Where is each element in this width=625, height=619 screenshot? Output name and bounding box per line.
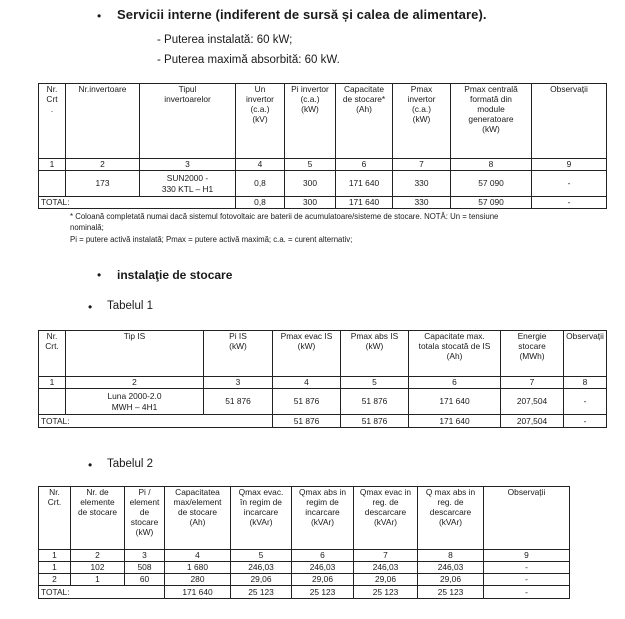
t1-data-cell: Luna 2000-2.0 MWH – 4H1 bbox=[66, 389, 204, 415]
note-line: * Coloană completată numai dacă sistemul fotovoltaic are baterii de acumulatoare/sisteme de stocare. NOTĂ: Un = tensiune bbox=[70, 212, 499, 221]
t2-index-row bbox=[39, 550, 570, 562]
inverter-total-row bbox=[39, 197, 607, 209]
inv-index-cell: 7 bbox=[393, 159, 451, 171]
inv-data-cell: 173 bbox=[66, 171, 140, 197]
t2-header-cell: Qmax evac. în regim de incarcare (kVAr) bbox=[231, 487, 292, 550]
t1-index-cell: 3 bbox=[204, 377, 273, 389]
inv-data-cell: 0,8 bbox=[236, 171, 285, 197]
inv-data-cell: 330 bbox=[393, 171, 451, 197]
note-line: nominală; bbox=[70, 223, 104, 233]
t1-total-cell: 171 640 bbox=[409, 415, 501, 428]
t1-header-cell: Pmax evac IS (kW) bbox=[273, 331, 341, 377]
inv-index-cell: 4 bbox=[236, 159, 285, 171]
table-notes bbox=[70, 211, 600, 245]
top-line-1: - Puterea instalată: 60 kW; bbox=[157, 34, 293, 46]
t2-data-cell: 29,06 bbox=[418, 574, 484, 586]
inv-index-cell: 9 bbox=[532, 159, 607, 171]
t2-header-cell: Capacitatea max/element de stocare (Ah) bbox=[165, 487, 231, 550]
inv-data-cell bbox=[39, 171, 66, 197]
t2-total-label: TOTAL: bbox=[39, 586, 165, 599]
storage-table-2 bbox=[38, 486, 570, 599]
t2-index-cell: 8 bbox=[418, 550, 484, 562]
inv-index-cell: 5 bbox=[285, 159, 336, 171]
t1-data-cell: 51 876 bbox=[204, 389, 273, 415]
note-line: Pi = putere activă instalată; Pmax = putere activă maximă; c.a. = curent alternativ; bbox=[70, 234, 353, 244]
t2-header-cell: Nr. Crt. bbox=[39, 487, 71, 550]
t1-total-cell: 51 876 bbox=[273, 415, 341, 428]
t2-data-cell: - bbox=[484, 562, 570, 574]
t2-data-cell: 246,03 bbox=[418, 562, 484, 574]
t2-total-cell: 25 123 bbox=[231, 586, 292, 599]
t2-header-cell: Qmax abs in regim de incarcare (kVAr) bbox=[292, 487, 354, 550]
inv-header-cell: Nr. Crt . bbox=[39, 84, 66, 159]
inverter-index-row bbox=[39, 159, 607, 171]
t2-data-cell: 246,03 bbox=[354, 562, 418, 574]
t1-index-row bbox=[39, 377, 607, 389]
bullet-top: • bbox=[97, 9, 102, 23]
t2-index-cell: 2 bbox=[71, 550, 125, 562]
inv-index-cell: 8 bbox=[451, 159, 532, 171]
inverter-table bbox=[38, 83, 607, 209]
t2-index-cell: 9 bbox=[484, 550, 570, 562]
t1-data-cell: 207,504 bbox=[501, 389, 564, 415]
t2-index-cell: 1 bbox=[39, 550, 71, 562]
t2-data-cell: 246,03 bbox=[292, 562, 354, 574]
t2-header-cell: Qmax evac in reg. de descarcare (kVAr) bbox=[354, 487, 418, 550]
t2-index-cell: 7 bbox=[354, 550, 418, 562]
t1-total-cell: 207,504 bbox=[501, 415, 564, 428]
inv-total-cell: 171 640 bbox=[336, 197, 393, 209]
t2-data-cell: - bbox=[484, 574, 570, 586]
t2-data-cell: 508 bbox=[125, 562, 165, 574]
t2-header-cell: Q max abs in reg. de descarcare (kVAr) bbox=[418, 487, 484, 550]
inv-index-cell: 6 bbox=[336, 159, 393, 171]
inv-header-cell: Nr.invertoare bbox=[66, 84, 140, 159]
inv-data-cell: 171 640 bbox=[336, 171, 393, 197]
t2-data-cell: 280 bbox=[165, 574, 231, 586]
inv-index-cell: 2 bbox=[66, 159, 140, 171]
t2-data-cell: 1 680 bbox=[165, 562, 231, 574]
inv-header-cell: Observații bbox=[532, 84, 607, 159]
inv-data-cell: 57 090 bbox=[451, 171, 532, 197]
t2-data-cell: 29,06 bbox=[292, 574, 354, 586]
t2-data-cell: 246,03 bbox=[231, 562, 292, 574]
t2-total-cell: 171 640 bbox=[165, 586, 231, 599]
t1-total-cell: 51 876 bbox=[341, 415, 409, 428]
t2-total-row bbox=[39, 586, 570, 599]
t2-data-cell: 1 bbox=[39, 562, 71, 574]
tabel2-title: Tabelul 2 bbox=[107, 458, 154, 470]
inverter-data-row bbox=[39, 171, 607, 197]
inv-header-cell: Un invertor (c.a.) (kV) bbox=[236, 84, 285, 159]
t2-total-cell: - bbox=[484, 586, 570, 599]
t1-data-cell: 51 876 bbox=[341, 389, 409, 415]
inv-total-cell: 0,8 bbox=[236, 197, 285, 209]
t2-total-cell: 25 123 bbox=[292, 586, 354, 599]
t2-header-cell: Observații bbox=[484, 487, 570, 550]
inv-total-cell: 330 bbox=[393, 197, 451, 209]
t1-total-row bbox=[39, 415, 607, 428]
inv-data-cell: SUN2000 - 330 KTL – H1 bbox=[140, 171, 236, 197]
t2-index-cell: 3 bbox=[125, 550, 165, 562]
t2-index-cell: 4 bbox=[165, 550, 231, 562]
inv-index-cell: 3 bbox=[140, 159, 236, 171]
t1-header-cell: Observații bbox=[564, 331, 607, 377]
t1-header-row bbox=[39, 331, 607, 377]
inv-index-cell: 1 bbox=[39, 159, 66, 171]
t1-header-cell: Capacitate max. totala stocată de IS (Ah) bbox=[409, 331, 501, 377]
t2-data-cell: 2 bbox=[39, 574, 71, 586]
t1-index-cell: 5 bbox=[341, 377, 409, 389]
bullet-tabel2: • bbox=[88, 458, 93, 472]
t1-index-cell: 6 bbox=[409, 377, 501, 389]
t1-header-cell: Energie stocare (MWh) bbox=[501, 331, 564, 377]
t2-index-cell: 6 bbox=[292, 550, 354, 562]
t2-data-cell: 60 bbox=[125, 574, 165, 586]
section-title: instalaţie de stocare bbox=[117, 268, 233, 282]
t1-header-cell: Pi IS (kW) bbox=[204, 331, 273, 377]
top-heading: Servicii interne (indiferent de sursă și calea de alimentare). bbox=[117, 7, 487, 22]
t2-data-cell: 29,06 bbox=[354, 574, 418, 586]
t1-data-cell: - bbox=[564, 389, 607, 415]
t1-total-label: TOTAL: bbox=[39, 415, 273, 428]
inv-total-cell: 57 090 bbox=[451, 197, 532, 209]
inv-header-cell: Pmax invertor (c.a.) (kW) bbox=[393, 84, 451, 159]
inv-data-cell: - bbox=[532, 171, 607, 197]
t1-total-cell: - bbox=[564, 415, 607, 428]
top-line-2: - Puterea maximă absorbită: 60 kW. bbox=[157, 54, 340, 66]
inv-total-cell: 300 bbox=[285, 197, 336, 209]
t2-data-cell: 102 bbox=[71, 562, 125, 574]
t1-data-cell: 171 640 bbox=[409, 389, 501, 415]
t1-index-cell: 1 bbox=[39, 377, 66, 389]
t2-data-cell: 29,06 bbox=[231, 574, 292, 586]
t1-index-cell: 8 bbox=[564, 377, 607, 389]
t2-data-cell: 1 bbox=[71, 574, 125, 586]
inv-total-label: TOTAL: bbox=[39, 197, 236, 209]
t2-header-cell: Pi / element de stocare (kW) bbox=[125, 487, 165, 550]
inverter-header-row bbox=[39, 84, 607, 159]
t2-total-cell: 25 123 bbox=[418, 586, 484, 599]
inv-data-cell: 300 bbox=[285, 171, 336, 197]
t1-header-cell: Nr. Crt. bbox=[39, 331, 66, 377]
inv-header-cell: Tipul invertoarelor bbox=[140, 84, 236, 159]
t1-index-cell: 7 bbox=[501, 377, 564, 389]
t2-data-row bbox=[39, 574, 570, 586]
t1-header-cell: Tip IS bbox=[66, 331, 204, 377]
t1-header-cell: Pmax abs IS (kW) bbox=[341, 331, 409, 377]
t1-index-cell: 4 bbox=[273, 377, 341, 389]
bullet-section: • bbox=[97, 268, 102, 282]
bullet-tabel1: • bbox=[88, 300, 93, 314]
t1-data-cell: 51 876 bbox=[273, 389, 341, 415]
t2-header-row bbox=[39, 487, 570, 550]
t1-data-cell bbox=[39, 389, 66, 415]
t2-total-cell: 25 123 bbox=[354, 586, 418, 599]
t2-data-row bbox=[39, 562, 570, 574]
inv-header-cell: Capacitate de stocare* (Ah) bbox=[336, 84, 393, 159]
inv-total-cell: - bbox=[532, 197, 607, 209]
t2-index-cell: 5 bbox=[231, 550, 292, 562]
storage-table-1 bbox=[38, 330, 607, 428]
tabel1-title: Tabelul 1 bbox=[107, 300, 154, 312]
t1-index-cell: 2 bbox=[66, 377, 204, 389]
t1-data-row bbox=[39, 389, 607, 415]
inv-header-cell: Pi invertor (c.a.) (kW) bbox=[285, 84, 336, 159]
t2-header-cell: Nr. de elemente de stocare bbox=[71, 487, 125, 550]
inv-header-cell: Pmax centrală formată din module generatoare (kW) bbox=[451, 84, 532, 159]
